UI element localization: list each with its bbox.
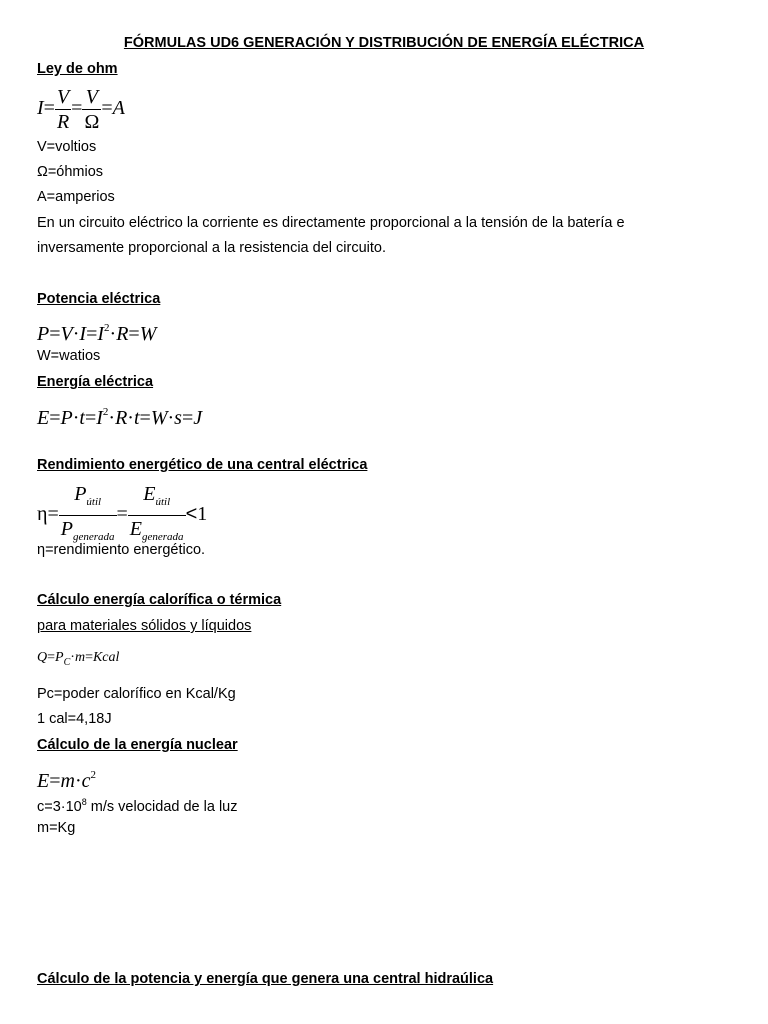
heat-note-pc: Pc=poder calorífico en Kcal/Kg <box>37 686 236 702</box>
efficiency-heading: Rendimiento energético de una central eléctrica <box>37 457 368 473</box>
ohm-paragraph-line1: En un circuito eléctrico la corriente es directamente proporcional a la tensión de la batería e <box>37 215 625 231</box>
heat-heading: Cálculo energía calorífica o térmica <box>37 592 282 608</box>
energy-heading: Energía eléctrica <box>37 374 154 390</box>
efficiency-note: η=rendimiento energético. <box>37 542 206 558</box>
document-title: FÓRMULAS UD6 GENERACIÓN Y DISTRIBUCIÓN DE ENERGÍA ELÉCTRICA <box>123 35 645 51</box>
power-note: W=watios <box>37 348 101 364</box>
power-heading: Potencia eléctrica <box>37 291 161 307</box>
hydro-heading: Cálculo de la potencia y energía que genera una central hidraúlica <box>37 971 494 987</box>
ohm-heading: Ley de ohm <box>37 61 118 77</box>
heat-subheading: para materiales sólidos y líquidos <box>37 618 252 634</box>
power-formula: $P=V\cdot I=I^2\cdot R=W$ <box>37 322 157 345</box>
nuclear-heading: Cálculo de la energía nuclear <box>37 737 238 753</box>
heat-note-cal: 1 cal=4,18J <box>37 711 112 727</box>
ohm-note-amperes: A=amperios <box>37 189 115 205</box>
ohm-paragraph-line2: inversamente proporcional a la resistencia del circuito. <box>37 240 386 256</box>
energy-formula: $E=P\cdot t=I^2\cdot R\cdot t=W\cdot s=J$ <box>37 406 203 429</box>
nuclear-note-mass: m=Kg <box>37 820 76 836</box>
ohm-note-volts: V=voltios <box>37 139 97 155</box>
heat-formula: $Q=P_C\cdot m=Kcal$ <box>37 650 120 668</box>
ohm-formula: I= $\frac{V}{R}$ = $\frac{V}{\Omega}$ =A <box>37 86 125 133</box>
nuclear-note-light: $c=3\cdot 10^8$ m/s velocidad de la luz <box>37 797 238 815</box>
efficiency-formula: η= $\frac{P_{útil}}{P_{generada}}$ = $\frac{E_{útil}}{E_{generada}}$ <1 <box>37 482 207 549</box>
nuclear-formula: $E=m\cdot c^2$ <box>37 769 97 792</box>
ohm-note-ohms: Ω=óhmios <box>37 164 104 180</box>
